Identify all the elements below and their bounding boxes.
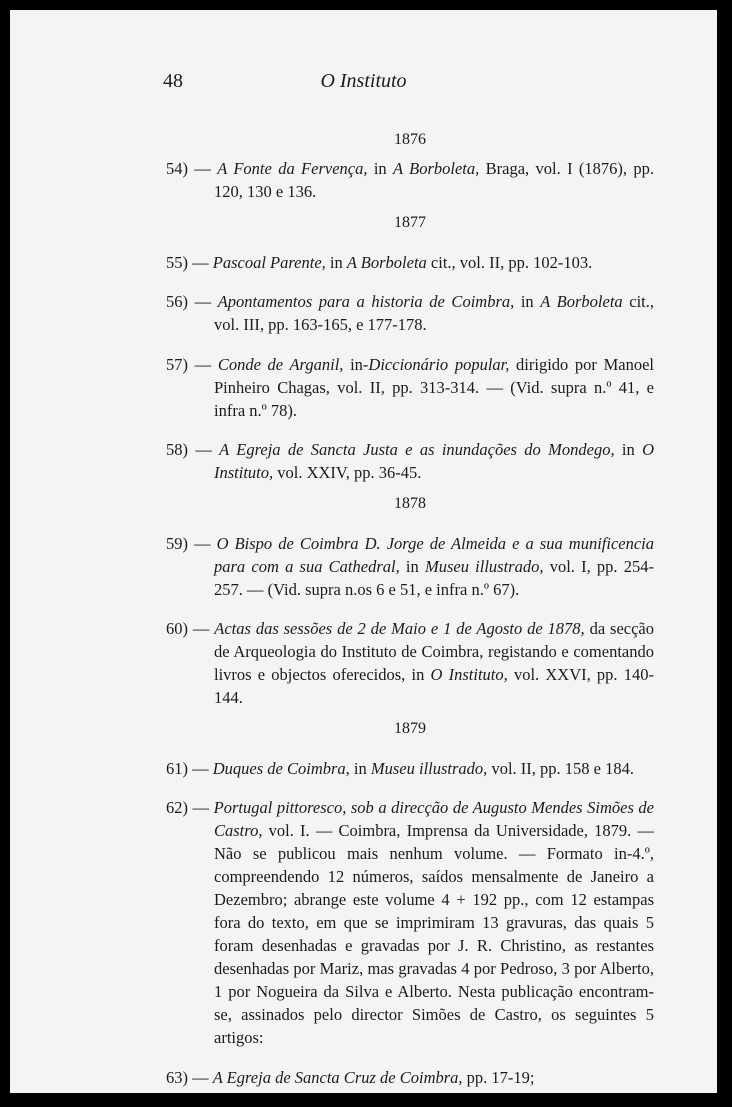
entry-details: vol. I, pp. 254-257. — (Vid. supra n.os 6 e 51, e infra n.º 67). xyxy=(214,556,655,599)
entry-connector: in xyxy=(367,159,394,178)
entry-connector: in xyxy=(325,252,347,272)
entry-publication: O Instituto, xyxy=(214,440,654,482)
book-page xyxy=(10,10,717,1093)
entry-details: vol. II, pp. 158 e 184. xyxy=(487,758,634,778)
entry-54 xyxy=(166,157,654,203)
entry-number: 59) — xyxy=(166,533,211,553)
entry-62 xyxy=(166,796,654,1049)
year-heading: 1877 xyxy=(394,214,426,231)
entry-connector: da secção de Arqueologia do Instituto de Coimbra, registando e comentando livros e objectos oferecidos, in xyxy=(214,619,654,684)
entry-details: cit., vol. II, pp. 102-103. xyxy=(426,252,593,272)
entry-number: 60) — xyxy=(166,619,210,638)
entry-title: A Egreja de Sancta Justa e as inundações do Mondego, xyxy=(219,440,615,459)
entry-57 xyxy=(166,353,654,422)
entry-connector: in xyxy=(614,440,643,459)
entry-number: 61) — xyxy=(166,758,209,778)
entry-publication: Diccionário popular, xyxy=(368,354,510,374)
entry-details: cit., vol. III, pp. 163-165, e 177-178. xyxy=(214,292,654,334)
entry-publication: A Borboleta, xyxy=(393,159,480,178)
entry-publication: Museu illustrado, xyxy=(370,758,488,778)
entry-number: 56) — xyxy=(166,292,212,311)
entry-number: 63) — xyxy=(166,1067,209,1087)
entry-title: Duques de Coimbra, xyxy=(212,758,350,778)
entry-details: dirigido por Manoel Pinheiro Chagas, vol. II, pp. 313-314. — (Vid. supra n.º 41, e infra n.º 78). xyxy=(214,354,654,420)
entry-58 xyxy=(166,438,654,484)
bibliography-body xyxy=(166,126,654,1093)
entry-details: vol. I. — Coimbra, Imprensa da Universidade, 1879. — Não se publicou mais nenhum volume. — Formato in-4.º, compreendendo 12 números, saídos mensalmente de Janeiro a Dezembro; abrange este volume 4 + 192 pp., com 12 estampas fora do texto, em que se imprimiram 13 gravuras, das quais 5 foram desenhadas e gravadas por J. R. Christino, as restantes desenhadas por Mariz, mas gravadas 4 por Pedroso, 3 por Alberto, 1 por Nogueira da Silva e Alberto. Nesta publicação encontram-se, assinados pelo director Simões de Castro, os seguintes 5 artigos: xyxy=(214,821,654,1047)
entry-55 xyxy=(166,251,654,274)
entry-60 xyxy=(166,617,654,709)
entry-publication: A Borboleta xyxy=(346,252,427,272)
entry-56 xyxy=(166,290,654,336)
entry-connector: in- xyxy=(343,354,369,374)
entry-connector: in xyxy=(349,758,371,778)
entry-59 xyxy=(166,532,654,601)
entry-details: pp. 17-19; xyxy=(462,1067,535,1087)
entry-title: O Bispo de Coimbra D. Jorge de Almeida e a sua munificencia para com a sua Cathedral, xyxy=(214,533,654,576)
entry-publication: O Instituto, xyxy=(430,665,508,684)
year-heading: 1878 xyxy=(394,495,426,512)
entry-title: Actas das sessões de 2 de Maio e 1 de Agosto de 1878, xyxy=(214,619,585,638)
entry-61 xyxy=(166,757,654,780)
entry-title: Pascoal Parente, xyxy=(212,252,326,272)
entry-title: Apontamentos para a historia de Coimbra, xyxy=(217,292,515,311)
entry-publication: Museu illustrado, xyxy=(424,556,544,576)
entry-number: 58) — xyxy=(166,440,212,459)
entry-connector: in xyxy=(514,292,541,311)
running-title: O Instituto xyxy=(320,70,407,92)
entry-title: Portugal pittoresco, sob a direcção de Augusto Mendes Simões de Castro, xyxy=(213,798,655,840)
entry-number: 57) — xyxy=(166,354,212,374)
entry-details: vol. XXIV, pp. 36-45. xyxy=(273,463,422,482)
entry-publication: A Borboleta xyxy=(540,292,623,311)
entry-details: Braga, vol. I (1876), pp. 120, 130 e 136. xyxy=(214,159,655,201)
entry-title: Conde de Arganil, xyxy=(217,354,344,374)
entry-63 xyxy=(166,1066,654,1089)
year-heading: 1879 xyxy=(394,720,426,737)
entry-connector: in xyxy=(399,556,425,576)
entry-details: vol. XXVI, pp. 140-144. xyxy=(214,665,654,707)
entry-title: A Egreja de Sancta Cruz de Coimbra, xyxy=(212,1067,463,1087)
entry-number: 54) — xyxy=(166,159,211,178)
entry-title: A Fonte da Fervença, xyxy=(217,159,368,178)
page-number: 48 xyxy=(163,70,183,92)
year-heading: 1876 xyxy=(394,131,426,148)
page-header xyxy=(10,70,717,100)
entry-number: 55) — xyxy=(166,252,209,272)
entry-number: 62) — xyxy=(166,798,210,817)
